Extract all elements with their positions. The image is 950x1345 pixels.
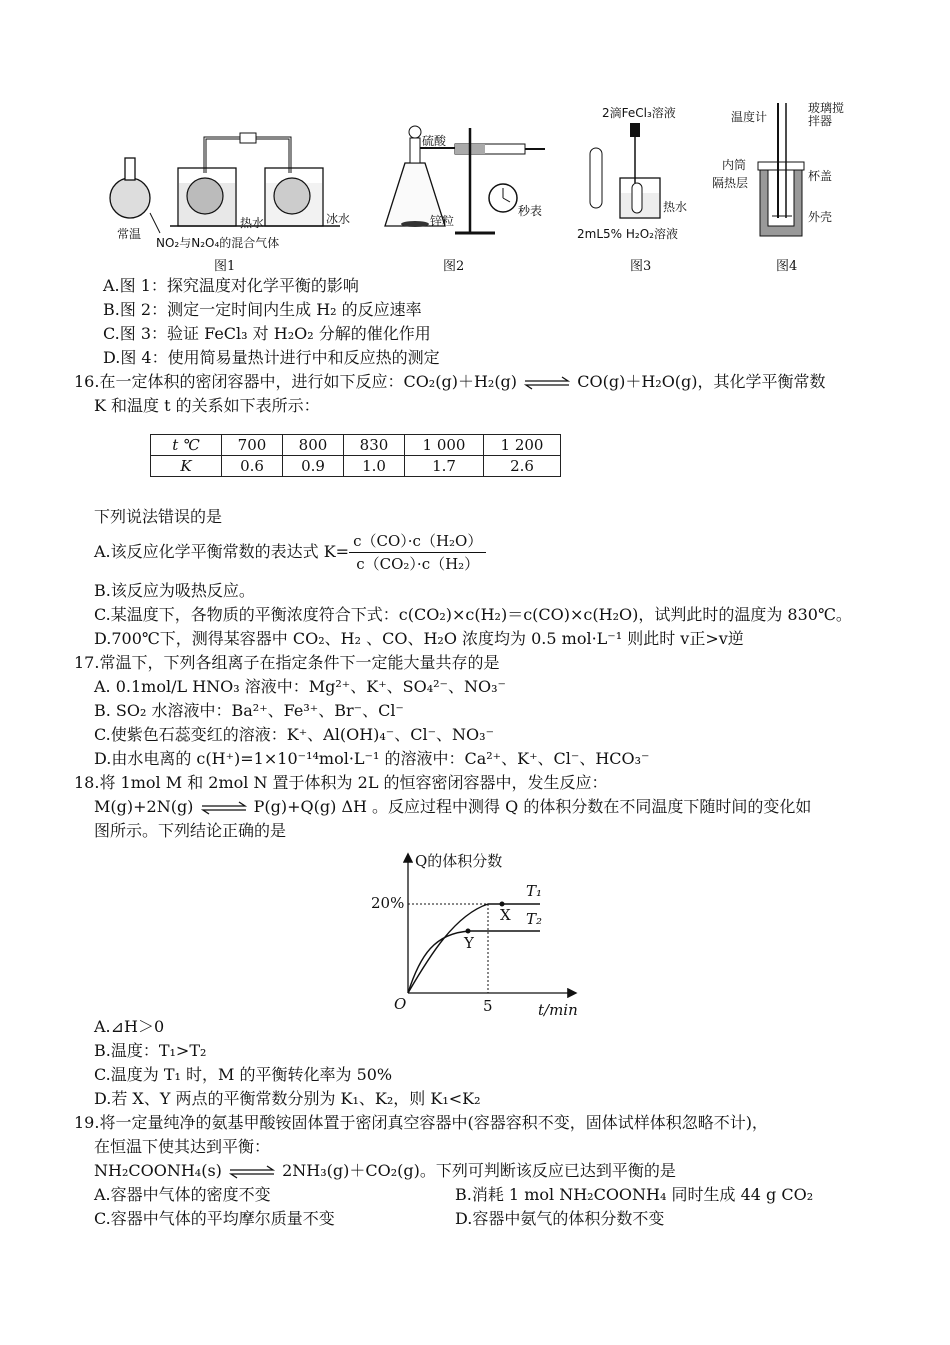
table-cell: 800 bbox=[283, 435, 344, 456]
q17-stem: 17.常温下，下列各组离子在指定条件下一定能大量共存的是 bbox=[74, 653, 500, 672]
table-row bbox=[151, 435, 561, 456]
q18-option-a: A.⊿H＞0 bbox=[94, 1017, 165, 1036]
fig2-caption: 图2 bbox=[443, 259, 465, 274]
equilibrium-arrow-icon bbox=[199, 801, 249, 815]
fig3-h2o2-label: 2mL5% H₂O₂溶液 bbox=[577, 227, 678, 241]
fig2-apparatus bbox=[375, 118, 555, 248]
point-x-label: X bbox=[500, 906, 511, 924]
legend-t1: T₁ bbox=[526, 882, 543, 900]
q18-option-c: C.温度为 T₁ 时，M 的平衡转化率为 50% bbox=[94, 1065, 393, 1084]
curve-t2 bbox=[408, 931, 540, 993]
graph-y-tick: 20% bbox=[371, 894, 405, 912]
graph-x-label: t/min bbox=[538, 1001, 578, 1019]
q18-option-b: B.温度：T₁>T₂ bbox=[94, 1041, 207, 1060]
point-y bbox=[466, 929, 471, 934]
q18-stem-line2 bbox=[94, 796, 811, 818]
table-cell: 2.6 bbox=[484, 456, 561, 477]
q16-prompt: 下列说法错误的是 bbox=[94, 507, 223, 526]
k-expression-fraction bbox=[349, 530, 486, 575]
q19-option-d: D.容器中氨气的体积分数不变 bbox=[455, 1209, 665, 1228]
graph-y-label: Q的体积分数 bbox=[415, 852, 503, 870]
point-y-label: Y bbox=[464, 934, 474, 952]
q16-stem-line1 bbox=[74, 371, 826, 393]
fig1-hot-water-label: 热水 bbox=[240, 216, 265, 230]
q19-stem-line1: 19.将一定量纯净的氨基甲酸铵固体置于密闭真空容器中(容器容积不变，固体试样体积忽略不计)， bbox=[74, 1113, 768, 1132]
fraction-numerator: c（CO）·c（H₂O） bbox=[349, 530, 486, 553]
fig3-caption: 图3 bbox=[630, 259, 652, 274]
q18-option-d: D.若 X、Y 两点的平衡常数分别为 K₁、K₂，则 K₁<K₂ bbox=[94, 1089, 481, 1108]
table-cell: 1 200 bbox=[484, 435, 561, 456]
fig2-watch-label: 秒表 bbox=[518, 204, 543, 218]
fig2-acid-label: 硫酸 bbox=[422, 134, 447, 148]
fig4-inner-label: 内筒 bbox=[722, 158, 747, 172]
table-cell: 1.7 bbox=[405, 456, 484, 477]
table-cell: 830 bbox=[344, 435, 405, 456]
q17-option-b: B. SO₂ 水溶液中：Ba²⁺、Fe³⁺、Br⁻、Cl⁻ bbox=[94, 701, 404, 720]
q17-option-d: D.由水电离的 c(H⁺)=1×10⁻¹⁴mol·L⁻¹ 的溶液中：Ca²⁺、K⁺、Cl⁻、HCO₃⁻ bbox=[94, 749, 650, 768]
q16-option-a-prefix: A.该反应化学平衡常数的表达式 K= bbox=[94, 542, 350, 561]
q15-option-b: B.图 2：测定一定时间内生成 H₂ 的反应速率 bbox=[103, 300, 422, 319]
table-cell: 1.0 bbox=[344, 456, 405, 477]
q18-stem-part1: M(g)+2N(g) bbox=[94, 797, 194, 816]
q16-stem-line2: K 和温度 t 的关系如下表所示： bbox=[94, 396, 320, 415]
q16-option-b: B.该反应为吸热反应。 bbox=[94, 581, 255, 600]
fig3-fecl3-label: 2滴FeCl₃溶液 bbox=[602, 106, 676, 120]
q15-option-c: C.图 3：验证 FeCl₃ 对 H₂O₂ 分解的催化作用 bbox=[103, 324, 431, 343]
table-cell: t ℃ bbox=[151, 435, 222, 456]
fig1-gas-label: NO₂与N₂O₄的混合气体 bbox=[156, 236, 280, 250]
fraction-denominator: c（CO₂）·c（H₂） bbox=[356, 555, 480, 573]
q18-graph bbox=[360, 845, 600, 1020]
fig2-zinc-label: 锌粒 bbox=[430, 214, 455, 228]
q19-stem-line3 bbox=[94, 1160, 676, 1182]
equilibrium-arrow-icon bbox=[227, 1165, 277, 1179]
equilibrium-arrow-icon bbox=[522, 376, 572, 390]
table-cell: 0.9 bbox=[283, 456, 344, 477]
table-cell: 1 000 bbox=[405, 435, 484, 456]
fig1-room-temp-label: 常温 bbox=[117, 227, 142, 241]
q19-option-a: A.容器中气体的密度不变 bbox=[94, 1185, 271, 1204]
q16-stem-part2: CO(g)＋H₂O(g)，其化学平衡常数 bbox=[577, 372, 826, 391]
q16-k-table bbox=[150, 434, 561, 477]
fig1-caption: 图1 bbox=[214, 259, 236, 274]
fig4-shell-label: 外壳 bbox=[808, 210, 833, 224]
q16-option-c: C.某温度下，各物质的平衡浓度符合下式：c(CO₂)×c(H₂)＝c(CO)×c(H₂O)，试判此时的温度为 830℃。 bbox=[94, 605, 852, 624]
q16-stem-part1: 16.在一定体积的密闭容器中，进行如下反应：CO₂(g)＋H₂(g) bbox=[74, 372, 518, 391]
curve-t1 bbox=[408, 904, 543, 993]
fig3-hot-water-label: 热水 bbox=[663, 200, 688, 214]
q16-option-a bbox=[94, 530, 486, 575]
fig4-caption: 图4 bbox=[776, 259, 798, 274]
legend-t2: T₂ bbox=[526, 910, 543, 928]
q15-option-d: D.图 4：使用简易量热计进行中和反应热的测定 bbox=[103, 348, 440, 367]
table-row bbox=[151, 456, 561, 477]
fig4-insulation-label: 隔热层 bbox=[712, 176, 749, 190]
fig1-ice-water-label: 冰水 bbox=[326, 212, 351, 226]
q17-option-c: C.使紫色石蕊变红的溶液：K⁺、Al(OH)₄⁻、Cl⁻、NO₃⁻ bbox=[94, 725, 495, 744]
q19-option-c: C.容器中气体的平均摩尔质量不变 bbox=[94, 1209, 335, 1228]
table-cell: 0.6 bbox=[222, 456, 283, 477]
table-cell: K bbox=[151, 456, 222, 477]
q15-option-a: A.图 1：探究温度对化学平衡的影响 bbox=[103, 276, 359, 295]
q19-option-b: B.消耗 1 mol NH₂COONH₄ 同时生成 44 g CO₂ bbox=[455, 1185, 814, 1204]
fig4-thermometer-label: 温度计 bbox=[731, 110, 768, 124]
q16-option-d: D.700℃下，测得某容器中 CO₂、H₂ 、CO、H₂O 浓度均为 0.5 mol·L⁻¹ 则此时 v正>v逆 bbox=[94, 629, 744, 648]
fig4-stirrer-label: 玻璃搅拌器 bbox=[808, 101, 845, 128]
fig4-lid-label: 杯盖 bbox=[808, 169, 833, 183]
q19-stem-line2: 在恒温下使其达到平衡： bbox=[94, 1137, 271, 1156]
graph-origin-label: O bbox=[394, 995, 407, 1013]
q17-option-a: A. 0.1mol/L HNO₃ 溶液中：Mg²⁺、K⁺、SO₄²⁻、NO₃⁻ bbox=[94, 677, 506, 696]
q19-stem-part1: NH₂COONH₄(s) bbox=[94, 1161, 222, 1180]
table-cell: 700 bbox=[222, 435, 283, 456]
q18-stem-part2: P(g)+Q(g) ΔH 。反应过程中测得 Q 的体积分数在不同温度下随时间的变化如 bbox=[253, 797, 812, 816]
q18-stem-line1: 18.将 1mol M 和 2mol N 置于体积为 2L 的恒容密闭容器中，发生反应： bbox=[74, 773, 608, 792]
graph-x-tick: 5 bbox=[483, 997, 493, 1015]
q18-stem-line3: 图所示。下列结论正确的是 bbox=[94, 821, 287, 840]
q19-stem-part2: 2NH₃(g)＋CO₂(g)。下列可判断该反应已达到平衡的是 bbox=[282, 1161, 676, 1180]
